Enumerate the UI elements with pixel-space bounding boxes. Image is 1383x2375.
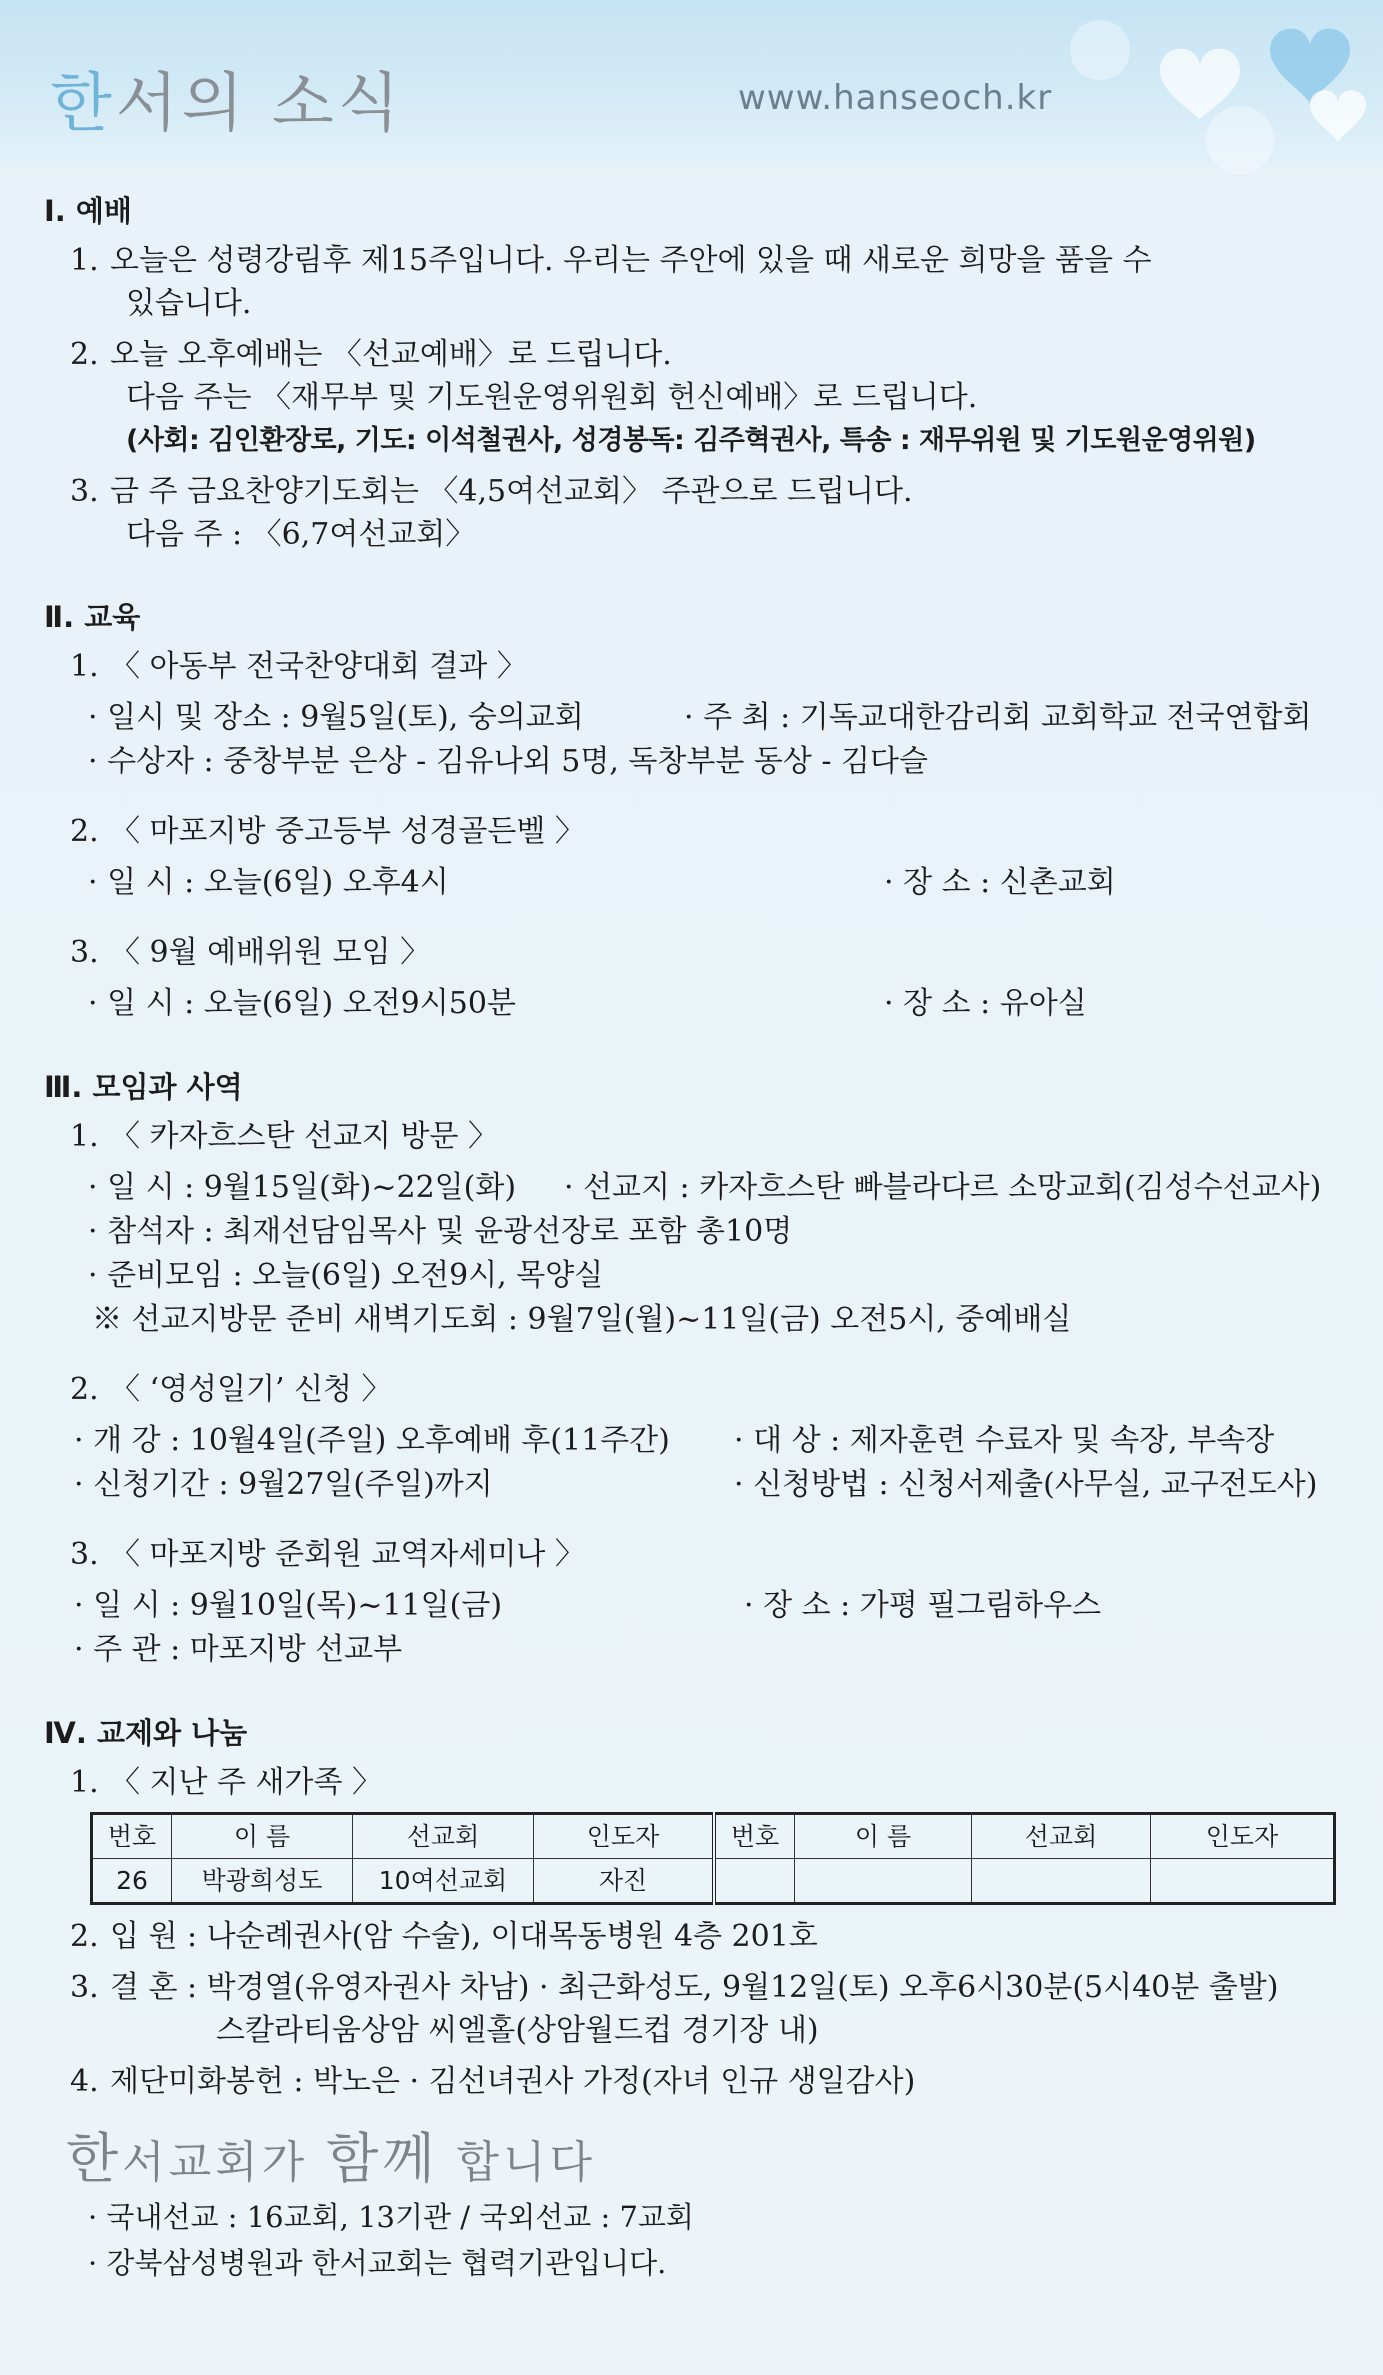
notice-text: ※ 선교지방문 준비 새벽기도회 : 9월7일(월)~11일(금) 오전5시, 중예배실 [92, 1302, 1072, 1337]
item-number: 3. [70, 1970, 99, 2005]
bullet-row [44, 861, 1354, 905]
bullet-text: · 대 상 : 제자훈련 수료자 및 속장, 부속장 [734, 1423, 1275, 1458]
item-heading: 〈 아동부 전국찬양대회 결과 〉 [110, 649, 527, 684]
table-header-cell: 번호 [714, 1814, 795, 1859]
ministry-item-1 [44, 1115, 1354, 1158]
worship-item-1 [44, 239, 1354, 325]
table-cell [972, 1859, 1151, 1904]
bullet-text: · 주 최 : 기독교대한감리회 교회학교 전국연합회 [684, 700, 1312, 735]
bullet-row [44, 1419, 1354, 1463]
bulletin-content [44, 190, 1354, 2286]
item-text: 오늘은 성령강림후 제15주입니다. 우리는 주안에 있을 때 새로운 희망을 품을 수 [110, 243, 1152, 278]
bullet-text: · 준비모임 : 오늘(6일) 오전9시, 목양실 [88, 1258, 604, 1293]
table-cell: 박광희성도 [172, 1859, 353, 1904]
bullet-text: · 선교지 : 카자흐스탄 빠블라다르 소망교회(김성수선교사) [564, 1170, 1322, 1205]
ministry-item-3 [44, 1533, 1354, 1576]
footer-line: · 국내선교 : 16교회, 13기관 / 국외선교 : 7교회 [88, 2200, 694, 2234]
section-title-ministry: Ⅲ. 모임과 사역 [44, 1070, 243, 1104]
bullet-row [44, 982, 1354, 1026]
bullet-text: · 개 강 : 10월4일(주일) 오후예배 후(11주간) [74, 1423, 670, 1458]
fellowship-item-1 [44, 1761, 1354, 1804]
ministry-item-2 [44, 1368, 1354, 1411]
item-number: 3. [70, 935, 99, 970]
bullet-text: · 일 시 : 오늘(6일) 오후4시 [88, 865, 449, 900]
table-header-cell: 인도자 [534, 1814, 715, 1859]
bullet-row [44, 740, 1354, 784]
newsletter-logo [50, 52, 403, 144]
item-text: (사회: 김인환장로, 기도: 이석철권사, 성경봉독: 김주혁권사, 특송 : 재무위원 및 기도원운영위원) [126, 425, 1256, 456]
bullet-row [44, 696, 1354, 740]
bullet-text: · 주 관 : 마포지방 선교부 [74, 1632, 403, 1667]
table-header-cell: 선교회 [353, 1814, 534, 1859]
bullet-row [44, 1210, 1354, 1254]
footer-title [66, 2127, 1354, 2190]
table-header-cell: 이 름 [172, 1814, 353, 1859]
hearts-decoration-icon [1040, 10, 1383, 180]
table-header-cell: 이 름 [795, 1814, 972, 1859]
table-row [92, 1859, 1335, 1904]
item-number: 3. [70, 1537, 99, 1572]
item-text: 입 원 : 나순례권사(암 수술), 이대목동병원 4층 201호 [110, 1919, 818, 1954]
bullet-row [44, 1628, 1354, 1672]
logo-accent-char: 한 [50, 67, 116, 141]
item-heading: 〈 카자흐스탄 선교지 방문 〉 [110, 1119, 498, 1154]
item-number: 1. [70, 1119, 99, 1154]
item-text: 결 혼 : 박경열(유영자권사 차남) · 최근화성도, 9월12일(토) 오후6시30분(5시40분 출발) [110, 1970, 1279, 2005]
bullet-text: · 일시 및 장소 : 9월5일(토), 숭의교회 [88, 700, 584, 735]
item-number: 2. [70, 337, 99, 372]
fellowship-item-4 [44, 2060, 1354, 2103]
item-heading: 〈 ‘영성일기’ 신청 〉 [110, 1372, 392, 1407]
item-number: 4. [70, 2064, 99, 2099]
table-header-row [92, 1814, 1335, 1859]
bullet-text: · 신청방법 : 신청서제출(사무실, 교구전도사) [734, 1467, 1318, 1502]
bullet-text: · 일 시 : 9월10일(목)~11일(금) [74, 1588, 503, 1623]
item-number: 1. [70, 243, 99, 278]
table-cell: 10여선교회 [353, 1859, 534, 1904]
bullet-text: · 수상자 : 중창부분 은상 - 김유나외 5명, 독창부분 동상 - 김다슬 [88, 744, 928, 779]
footer-title-part: 서교회가 [122, 2137, 327, 2188]
footer-line: · 강북삼성병원과 한서교회는 협력기관입니다. [88, 2246, 667, 2280]
bullet-row [44, 1463, 1354, 1507]
worship-item-3 [44, 470, 1354, 556]
item-heading: 〈 9월 예배위원 모임 〉 [110, 935, 431, 970]
table-header-cell: 선교회 [972, 1814, 1151, 1859]
item-text: 금 주 금요찬양기도회는 〈4,5여선교회〉 주관으로 드립니다. [110, 474, 913, 509]
item-heading: 〈 마포지방 준회원 교역자세미나 〉 [110, 1537, 585, 1572]
footer-title-part: 합니다 [438, 2137, 597, 2188]
section-title-education: Ⅱ. 교육 [44, 600, 141, 634]
bullet-text: · 장 소 : 유아실 [884, 986, 1087, 1021]
section-title-fellowship: Ⅳ. 교제와 나눔 [44, 1716, 248, 1750]
footer-title-part: 함께 [326, 2127, 439, 2190]
bullet-text: · 장 소 : 신촌교회 [884, 865, 1116, 900]
table-cell: 자진 [534, 1859, 715, 1904]
item-heading: 〈 마포지방 중고등부 성경골든벨 〉 [110, 814, 585, 849]
item-number: 2. [70, 814, 99, 849]
item-text: 오늘 오후예배는 〈선교예배〉로 드립니다. [110, 337, 672, 372]
education-item-3 [44, 931, 1354, 974]
section-title-worship: Ⅰ. 예배 [44, 194, 132, 228]
bullet-text: · 일 시 : 9월15일(화)~22일(화) [88, 1170, 517, 1205]
item-text: 제단미화봉헌 : 박노은 · 김선녀권사 가정(자녀 인규 생일감사) [110, 2064, 916, 2099]
education-item-2 [44, 810, 1354, 853]
logo-text: 서의 소식 [115, 67, 404, 141]
item-text: 다음 주는 〈재무부 및 기도원운영위원회 헌신예배〉로 드립니다. [126, 380, 978, 415]
item-text: 다음 주 : 〈6,7여선교회〉 [126, 517, 476, 552]
item-number: 2. [70, 1919, 99, 1954]
bullet-text: · 참석자 : 최재선담임목사 및 윤광선장로 포함 총10명 [88, 1214, 793, 1249]
table-header-cell: 번호 [92, 1814, 172, 1859]
item-heading: 〈 지난 주 새가족 〉 [110, 1765, 383, 1800]
item-number: 3. [70, 474, 99, 509]
item-text: 있습니다. [126, 286, 252, 321]
website-url[interactable]: www.hanseoch.kr [738, 78, 1053, 118]
bullet-row [44, 1584, 1354, 1628]
table-cell [1151, 1859, 1335, 1904]
footer-title-part: 한 [66, 2127, 123, 2190]
worship-item-2 [44, 333, 1354, 462]
item-number: 1. [70, 1765, 99, 1800]
item-text: 스칼라티움상암 씨엘홀(상암월드컵 경기장 내) [216, 2013, 819, 2048]
item-number: 1. [70, 649, 99, 684]
bullet-row [44, 1298, 1354, 1342]
bullet-row [44, 1254, 1354, 1298]
fellowship-item-2 [44, 1915, 1354, 1958]
bullet-text: · 일 시 : 오늘(6일) 오전9시50분 [88, 986, 516, 1021]
bullet-text: · 신청기간 : 9월27일(주일)까지 [74, 1467, 493, 1502]
bullet-row [44, 1166, 1354, 1210]
item-number: 2. [70, 1372, 99, 1407]
table-header-cell: 인도자 [1151, 1814, 1335, 1859]
new-family-table [90, 1812, 1336, 1905]
table-cell: 26 [92, 1859, 172, 1904]
bullet-text: · 장 소 : 가평 필그림하우스 [744, 1588, 1102, 1623]
table-cell [795, 1859, 972, 1904]
fellowship-item-3 [44, 1966, 1354, 2052]
education-item-1 [44, 645, 1354, 688]
table-cell [714, 1859, 795, 1904]
